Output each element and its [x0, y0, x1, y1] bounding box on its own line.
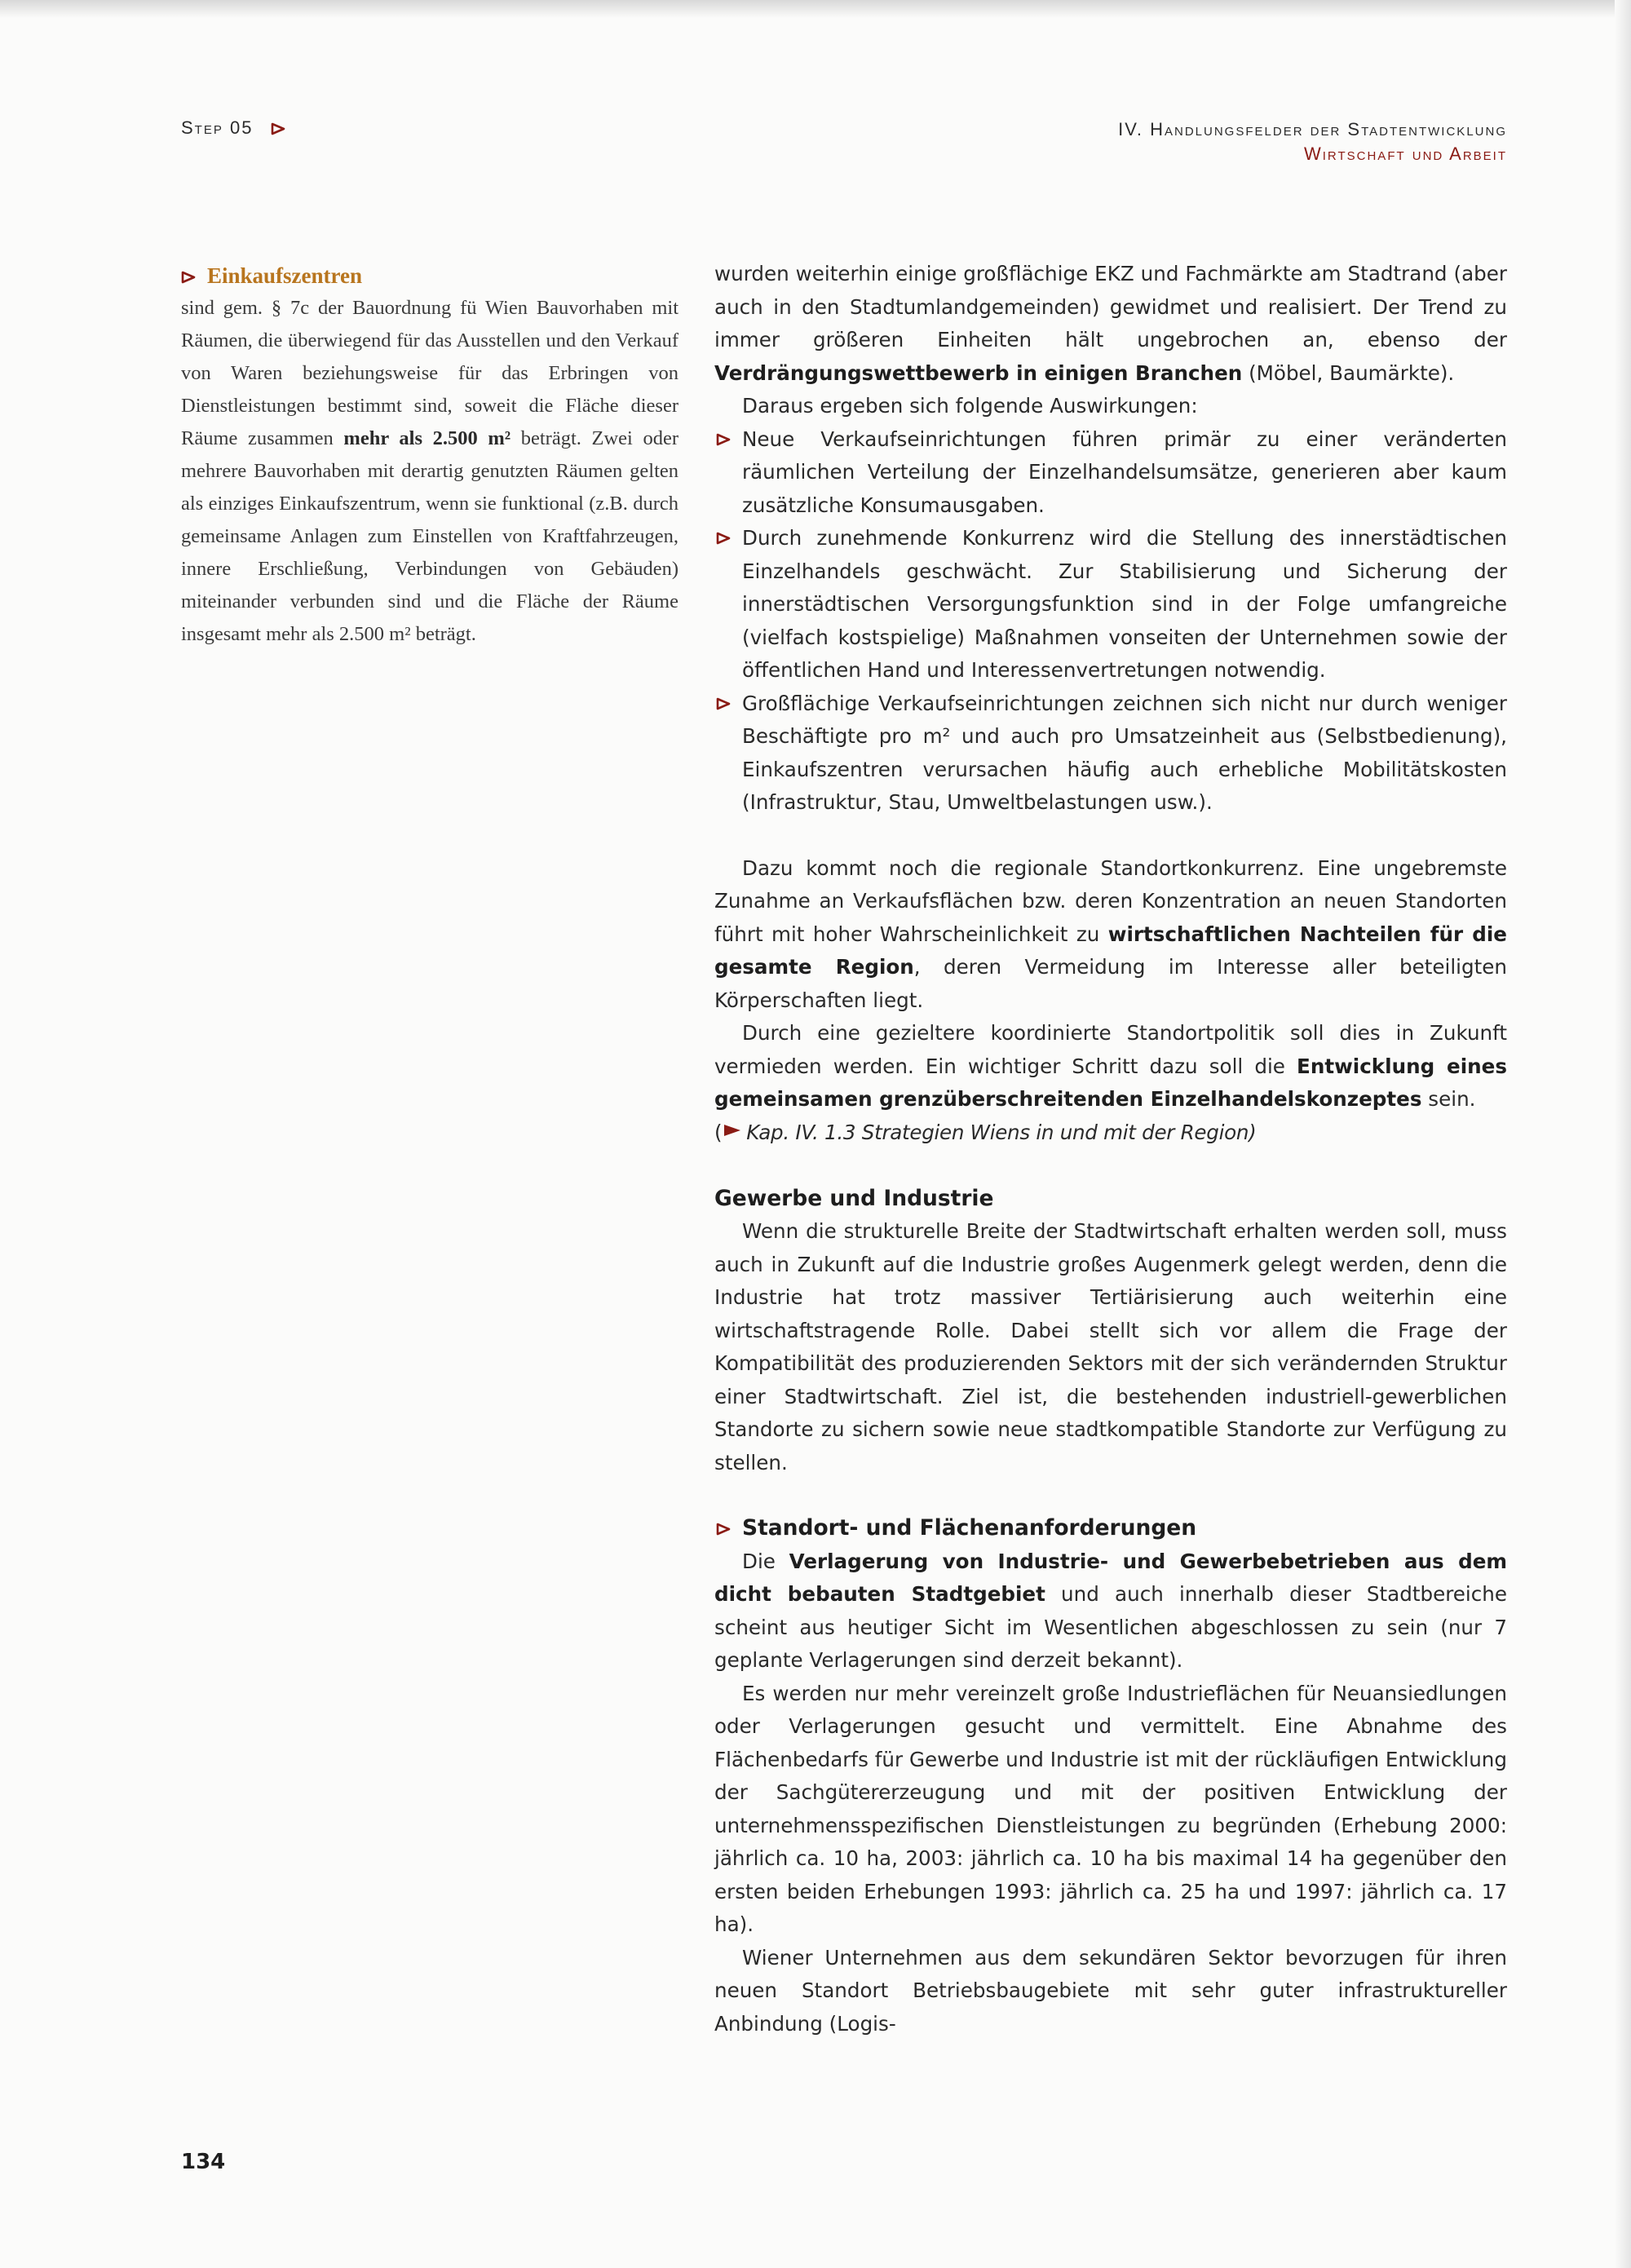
section-heading: [714, 1512, 1507, 1545]
list-item-text: Durch zunehmende Konkurrenz wird die Stellung des innerstädtischen Einzelhandels geschwächt. Zur Stabilisierung und Sicherung der innerstädtischen Versorgungsfunktion sind in der Folge umfangreiche (vielfach kostspielige) Maßnahmen vonseiten der Unternehmen sowie der öffentlichen Hand und Interessenvertretungen notwendig.: [742, 526, 1507, 682]
cross-reference[interactable]: [714, 1116, 1507, 1150]
scan-right-shadow: [1615, 0, 1631, 2268]
scan-top-shadow: [0, 0, 1631, 18]
paragraph: Wenn die strukturelle Breite der Stadtwirtschaft erhalten werden soll, muss auch in Zukunft auf die Industrie großes Augenmerk gelegt werden, denn die Industrie hat trotz massiver Tertiärisierung auch weiterhin eine wirtschaftstragende Rolle. Dabei stellt sich vor allem die Frage der Kompatibilität des produzierenden Sektors mit der sich verändernden Struktur einer Stadtwirtschaft. Ziel ist, die bestehenden industriell-gewerblichen Standorte zu sichern sowie neue stadtkompatible Standorte zur Verfügung zu stellen.: [714, 1219, 1507, 1474]
sidebar-text: sind gem. § 7c der Bauordnung fü Wien Bauvorhaben mit Räumen, die überwiegend für das Ausstellen und den Verkauf von Waren beziehungsweise für das Erbringen von Dienstleistungen bestimmt sind, soweit die Fläche dieser Räume zusammen: [181, 297, 678, 449]
text: sein.: [1421, 1087, 1476, 1111]
running-header-chapter: [1118, 117, 1507, 166]
emphasis: Verdrängungswettbewerb in einigen Branchen: [714, 360, 1243, 385]
emphasis: wirtschaftlichen Nachteilen für die gesamte Region: [714, 922, 1507, 979]
text: Die: [742, 1549, 789, 1573]
triangle-solid-icon: [723, 1115, 741, 1148]
step-label: Step 05: [181, 117, 254, 138]
paragraph: Wiener Unternehmen aus dem sekundären Sektor bevorzugen für ihren neuen Standort Betriebsbaugebiete mit sehr guter infrastruktureller Anbindung (Logis-: [714, 1945, 1507, 2036]
xref-text: Kap. IV. 1.3 Strategien Wiens in und mit der Region): [746, 1120, 1257, 1144]
section-heading: Gewerbe und Industrie: [714, 1185, 994, 1211]
paragraph: Daraus ergeben sich folgende Auswirkungen:: [742, 394, 1198, 418]
paragraph: [714, 1545, 1507, 1678]
running-header-step: [181, 117, 285, 139]
emphasis: Verlagerung von Industrie- und Gewerbebetrieben aus dem dicht bebauten Stadtgebiet: [714, 1549, 1507, 1607]
sidebar-title: [181, 259, 678, 292]
triangle-outline-icon: [271, 122, 285, 136]
section-title: Wirtschaft und Arbeit: [1303, 144, 1507, 164]
text: (Möbel, Baumärkte).: [1242, 360, 1455, 385]
main-column: [714, 258, 1507, 2040]
text: wurden weiterhin einige großflächige EKZ und Fachmärkte am Stadtrand (aber auch in den Stadtumlandgemeinden) gewidmet und realisiert. Der Trend zu immer größeren Einheiten hält ungebrochen an, ebenso der: [714, 262, 1507, 351]
text: , deren Vermeidung im Interesse aller beteiligten Körperschaften liegt.: [714, 955, 1507, 1012]
list-item-text: Neue Verkaufseinrichtungen führen primär zu einer veränderten räumlichen Verteilung der Einzelhandelsumsätze, generieren aber kaum zusätzliche Konsumausgaben.: [742, 427, 1507, 517]
triangle-outline-icon: [716, 1522, 731, 1536]
chapter-title: IV. Handlungsfelder der Stadtentwicklung: [1118, 119, 1507, 139]
sidebar-emphasis: mehr als 2.500 m²: [343, 427, 521, 449]
paragraph: [714, 1017, 1507, 1116]
triangle-outline-icon: [716, 432, 731, 447]
list-item: [714, 423, 1507, 523]
spacer: [714, 1150, 1507, 1183]
text: und auch innerhalb dieser Stadtbereiche scheint aus heutiger Sicht im Wesentlichen abgeschlossen zu sein (nur 7 geplante Verlagerungen sind derzeit bekannt).: [714, 1582, 1508, 1673]
page-number: 134: [181, 2150, 226, 2174]
list-item: [714, 687, 1507, 820]
sidebar-title-text: Einkaufszentren: [207, 263, 363, 288]
sidebar-text: beträgt. Zwei oder mehrere Bauvorhaben mit derartig genutzten Räumen gelten als einziges Einkaufszentrum, wenn sie funktional (z.B. durch gemeinsame Anlagen zum Einstellen von Kraftfahrzeugen, innere Erschließung, Verbindungen von Gebäuden) miteinander verbunden sind und die Fläche der Räume insgesamt mehr als 2.500 m² beträgt.: [181, 427, 678, 645]
text: Durch eine gezieltere koordinierte Standortpolitik soll dies in Zukunft vermieden werden. Ein wichtiger Schritt dazu soll die: [714, 1021, 1507, 1078]
text: Dazu kommt noch die regionale Standortkonkurrenz. Eine ungebremste Zunahme an Verkaufsflächen bzw. deren Konzentration an neuen Standorten führt mit hoher Wahrscheinlichkeit zu: [714, 855, 1507, 946]
spacer: [714, 820, 1507, 852]
spacer: [714, 1479, 1507, 1512]
sidebar-body: [181, 292, 678, 651]
paragraph: Es werden nur mehr vereinzelt große Industrieflächen für Neuansiedlungen oder Verlagerungen gesucht und vermittelt. Eine Abnahme des Flächenbedarfs für Gewerbe und Industrie ist mit der rückläufigen Entwicklung der Sachgütererzeugung und mit der positiven Entwicklung der unternehmensspezifischen Dienstleistungen zu begründen (Erhebung 2000: jährlich ca. 10 ha, 2003: jährlich ca. 10 ha bis maximal 14 ha gegenüber den ersten beiden Erhebungen 1993: jährlich ca. 25 ha und 1997: jährlich ca. 17 ha).: [714, 1681, 1507, 1937]
paragraph: [714, 258, 1507, 390]
triangle-outline-icon: [716, 531, 731, 546]
triangle-outline-icon: [181, 270, 196, 285]
heading-text: Standort- und Flächenanforderungen: [742, 1515, 1197, 1541]
paragraph: [714, 852, 1507, 1018]
list-item: [714, 522, 1507, 687]
triangle-outline-icon: [716, 696, 731, 711]
list-item-text: Großflächige Verkaufseinrichtungen zeichnen sich nicht nur durch weniger Beschäftigte pro m² und auch pro Umsatzeinheit aus (Selbstbedienung), Einkaufszentren verursachen häufig auch erhebliche Mobilitätskosten (Infrastruktur, Stau, Umweltbelastungen usw.).: [742, 691, 1507, 814]
emphasis: Entwicklung eines gemeinsamen grenzüberschreitenden Einzelhandelskonzeptes: [714, 1054, 1507, 1111]
xref-paren: (: [714, 1120, 723, 1144]
sidebar-definition: [181, 259, 678, 651]
